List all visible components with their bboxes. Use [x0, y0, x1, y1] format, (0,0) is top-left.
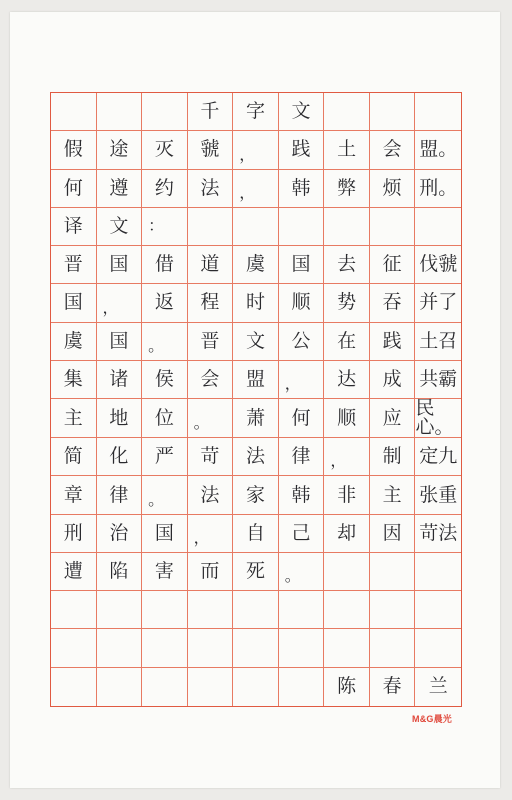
- grid-cell: [97, 438, 143, 476]
- grid-cell: [97, 131, 143, 169]
- grid-cell: [188, 361, 234, 399]
- handwritten-char: 治: [109, 521, 129, 544]
- handwritten-char: 返: [154, 291, 174, 314]
- handwritten-char: 国: [109, 253, 129, 276]
- handwritten-char: 虞: [245, 253, 265, 276]
- handwritten-char: 国: [63, 291, 83, 314]
- grid-cell: [324, 208, 370, 246]
- grid-cell: [97, 668, 143, 706]
- grid-cell: [415, 476, 461, 514]
- grid-cell: [142, 591, 188, 629]
- handwritten-char: 苛: [200, 445, 220, 468]
- handwritten-char: 死: [245, 560, 265, 583]
- grid-cell: [324, 246, 370, 284]
- grid-cell: [324, 668, 370, 706]
- grid-cell: [142, 246, 188, 284]
- grid-cell: [324, 170, 370, 208]
- handwritten-char: 去: [337, 253, 357, 276]
- grid-cell: [233, 553, 279, 591]
- handwritten-char: 法: [200, 483, 220, 506]
- handwritten-char: 自: [245, 521, 265, 544]
- grid-cell: [279, 629, 325, 667]
- grid-cell: [370, 208, 416, 246]
- handwritten-char: 。: [284, 566, 301, 586]
- grid-cell: [415, 93, 461, 131]
- grid-cell: [97, 323, 143, 361]
- handwritten-char: 势: [337, 291, 357, 314]
- grid-cell: [233, 170, 279, 208]
- handwritten-char: 道: [200, 253, 220, 276]
- handwritten-char: 主: [63, 406, 83, 429]
- grid-cell: [279, 323, 325, 361]
- grid-cell: [51, 438, 97, 476]
- handwritten-char: 会: [200, 367, 220, 390]
- handwritten-char: 家: [245, 483, 265, 506]
- grid-cell: [370, 668, 416, 706]
- grid-cell: [324, 553, 370, 591]
- handwritten-char: 土: [337, 138, 357, 161]
- grid-cell: [233, 476, 279, 514]
- grid-cell: [233, 591, 279, 629]
- handwritten-char: 国: [291, 253, 311, 276]
- grid-cell: [188, 170, 234, 208]
- handwritten-char: 千: [200, 100, 220, 123]
- handwritten-char: 法: [245, 445, 265, 468]
- grid-cell: [233, 399, 279, 438]
- grid-cell: [188, 668, 234, 706]
- handwritten-char: 民心。: [415, 397, 454, 439]
- handwritten-char: 虞: [63, 329, 83, 352]
- handwritten-char: 何: [291, 406, 311, 429]
- handwritten-char: 。: [148, 489, 165, 509]
- handwritten-char: 。: [193, 413, 210, 433]
- grid-cell: [415, 246, 461, 284]
- grid-cell: [142, 553, 188, 591]
- grid-cell: [97, 629, 143, 667]
- grid-cell: [97, 515, 143, 553]
- handwritten-char: 时: [245, 291, 265, 314]
- grid-cell: [370, 170, 416, 208]
- grid-cell: [233, 93, 279, 131]
- handwritten-char: 刑。: [419, 176, 458, 199]
- grid-cell: [279, 93, 325, 131]
- handwritten-char: 却: [337, 521, 357, 544]
- grid-cell: [142, 208, 188, 246]
- handwritten-char: 并了: [419, 291, 458, 314]
- grid-cell: [415, 515, 461, 553]
- grid-cell: [51, 591, 97, 629]
- grid-cell: [51, 131, 97, 169]
- handwritten-char: 法: [200, 176, 220, 199]
- grid-cell: [415, 629, 461, 667]
- handwritten-char: ，: [239, 182, 256, 202]
- handwritten-char: 顺: [337, 406, 357, 429]
- handwritten-char: 位: [154, 406, 174, 429]
- grid-cell: [97, 246, 143, 284]
- grid-cell: [51, 399, 97, 438]
- grid-cell: [188, 476, 234, 514]
- grid-cell: [188, 399, 234, 438]
- grid-cell: [51, 361, 97, 399]
- grid-cell: [142, 399, 188, 438]
- handwritten-char: 制: [382, 445, 402, 468]
- handwritten-char: 弊: [337, 176, 357, 199]
- grid-cell: [97, 399, 143, 438]
- handwritten-char: 烦: [382, 176, 402, 199]
- grid-cell: [97, 361, 143, 399]
- grid-cell: [233, 515, 279, 553]
- handwritten-char: 字: [245, 100, 265, 123]
- handwritten-char: 兰: [428, 675, 448, 698]
- handwritten-char: 地: [109, 406, 129, 429]
- grid-cell: [370, 629, 416, 667]
- handwritten-char: 灭: [154, 138, 174, 161]
- grid-cell: [415, 591, 461, 629]
- handwritten-char: 遵: [109, 176, 129, 199]
- grid-cell: [324, 399, 370, 438]
- grid-cell: [279, 438, 325, 476]
- grid-cell: [279, 591, 325, 629]
- grid-cell: [142, 668, 188, 706]
- grid-cell: [233, 246, 279, 284]
- handwritten-char: ，: [284, 374, 301, 394]
- grid-cell: [233, 629, 279, 667]
- grid-cell: [415, 284, 461, 322]
- handwritten-char: 践: [291, 138, 311, 161]
- handwritten-char: 国: [109, 329, 129, 352]
- grid-cell: [233, 208, 279, 246]
- grid-cell: [188, 553, 234, 591]
- grid-cell: [51, 553, 97, 591]
- grid-cell: [324, 591, 370, 629]
- grid-cell: [324, 131, 370, 169]
- handwritten-char: 春: [382, 675, 402, 698]
- handwritten-char: 遭: [63, 560, 83, 583]
- grid-cell: [415, 361, 461, 399]
- grid-cell: [415, 170, 461, 208]
- grid-cell: [51, 246, 97, 284]
- grid-cell: [370, 476, 416, 514]
- handwritten-char: 律: [291, 445, 311, 468]
- grid-cell: [51, 515, 97, 553]
- grid-cell: [51, 476, 97, 514]
- grid-cell: [142, 361, 188, 399]
- handwritten-char: 主: [382, 483, 402, 506]
- handwritten-char: 集: [63, 367, 83, 390]
- grid-cell: [233, 438, 279, 476]
- handwritten-char: 侯: [154, 367, 174, 390]
- handwritten-char: 程: [200, 291, 220, 314]
- grid-cell: [279, 246, 325, 284]
- handwritten-char: ，: [239, 144, 256, 164]
- grid-cell: [233, 323, 279, 361]
- grid-cell: [97, 208, 143, 246]
- handwritten-char: 。: [148, 335, 165, 355]
- brand-logo: M&G晨光: [412, 714, 452, 724]
- grid-cell: [370, 591, 416, 629]
- paper-sheet: [10, 12, 500, 788]
- handwritten-char: 晋: [200, 329, 220, 352]
- handwritten-char: 顺: [291, 291, 311, 314]
- handwritten-char: 盟: [245, 367, 265, 390]
- grid-cell: [279, 284, 325, 322]
- handwritten-char: 会: [382, 138, 402, 161]
- grid-cell: [142, 515, 188, 553]
- handwritten-char: 韩: [291, 483, 311, 506]
- handwritten-char: 应: [382, 406, 402, 429]
- handwritten-char: 文: [291, 100, 311, 123]
- grid-cell: [233, 284, 279, 322]
- handwritten-char: 韩: [291, 176, 311, 199]
- grid-cell: [324, 629, 370, 667]
- grid-cell: [51, 208, 97, 246]
- grid-cell: [188, 591, 234, 629]
- handwritten-char: 土召: [419, 329, 458, 352]
- grid-cell: [188, 515, 234, 553]
- handwritten-char: 严: [154, 445, 174, 468]
- handwritten-char: 假: [63, 138, 83, 161]
- grid-cell: [188, 438, 234, 476]
- grid-cell: [51, 284, 97, 322]
- grid-cell: [324, 284, 370, 322]
- handwritten-char: 张重: [419, 483, 458, 506]
- handwritten-char: 晋: [63, 253, 83, 276]
- grid-cell: [188, 323, 234, 361]
- grid-cell: [142, 476, 188, 514]
- grid-cell: [324, 438, 370, 476]
- handwritten-char: 途: [109, 138, 129, 161]
- handwritten-char: 国: [154, 521, 174, 544]
- handwritten-char: 吞: [382, 291, 402, 314]
- grid-cell: [370, 246, 416, 284]
- grid-cell: [415, 323, 461, 361]
- grid-cell: [142, 629, 188, 667]
- handwritten-char: 公: [291, 329, 311, 352]
- grid-cell: [324, 93, 370, 131]
- grid-cell: [279, 668, 325, 706]
- grid-cell: [415, 399, 461, 438]
- grid-cell: [324, 361, 370, 399]
- grid-cell: [324, 476, 370, 514]
- grid-cell: [415, 208, 461, 246]
- handwritten-char: 译: [63, 214, 83, 237]
- handwritten-char: ：: [148, 216, 165, 236]
- grid-cell: [233, 131, 279, 169]
- grid-cell: [279, 553, 325, 591]
- handwritten-char: 诸: [109, 367, 129, 390]
- handwritten-char: 己: [291, 521, 311, 544]
- handwritten-char: 陷: [109, 560, 129, 583]
- grid-cell: [188, 246, 234, 284]
- grid-cell: [142, 323, 188, 361]
- grid-cell: [51, 668, 97, 706]
- handwritten-char: 文: [109, 214, 129, 237]
- handwritten-char: 征: [382, 253, 402, 276]
- writing-grid: [50, 92, 462, 707]
- grid-cell: [97, 93, 143, 131]
- grid-cell: [188, 93, 234, 131]
- grid-cell: [188, 208, 234, 246]
- grid-cell: [97, 476, 143, 514]
- handwritten-char: 陈: [337, 675, 357, 698]
- handwritten-char: 非: [337, 483, 357, 506]
- grid-cell: [370, 361, 416, 399]
- grid-cell: [279, 515, 325, 553]
- grid-cell: [51, 93, 97, 131]
- grid-cell: [415, 438, 461, 476]
- grid-cell: [370, 399, 416, 438]
- handwritten-char: 苛法: [419, 521, 458, 544]
- grid-cell: [142, 284, 188, 322]
- grid-cell: [97, 284, 143, 322]
- handwritten-char: 定九: [419, 445, 458, 468]
- handwritten-char: 害: [154, 560, 174, 583]
- grid-cell: [370, 284, 416, 322]
- grid-cell: [188, 629, 234, 667]
- handwritten-char: 在: [337, 329, 357, 352]
- grid-cell: [142, 93, 188, 131]
- grid-cell: [142, 170, 188, 208]
- handwritten-char: 文: [245, 329, 265, 352]
- handwritten-char: 约: [154, 176, 174, 199]
- grid-cell: [188, 284, 234, 322]
- grid-cell: [51, 323, 97, 361]
- handwritten-char: 践: [382, 329, 402, 352]
- handwritten-char: 而: [200, 560, 220, 583]
- handwritten-char: 共霸: [419, 367, 458, 390]
- grid-cell: [97, 591, 143, 629]
- grid-cell: [142, 131, 188, 169]
- grid-cell: [324, 515, 370, 553]
- grid-cell: [279, 476, 325, 514]
- grid-cell: [370, 515, 416, 553]
- handwritten-char: 章: [63, 483, 83, 506]
- handwritten-char: 达: [337, 367, 357, 390]
- grid-cell: [142, 438, 188, 476]
- grid-cell: [97, 553, 143, 591]
- handwritten-char: 因: [382, 521, 402, 544]
- handwritten-char: 化: [109, 445, 129, 468]
- grid-cell: [279, 170, 325, 208]
- grid-cell: [279, 208, 325, 246]
- grid-cell: [370, 553, 416, 591]
- grid-cell: [188, 131, 234, 169]
- grid-cell: [97, 170, 143, 208]
- grid-cell: [279, 399, 325, 438]
- grid-cell: [51, 629, 97, 667]
- handwritten-char: 盟。: [419, 138, 458, 161]
- handwritten-char: 刑: [63, 521, 83, 544]
- handwritten-char: ，: [330, 451, 347, 471]
- handwritten-char: 简: [63, 445, 83, 468]
- grid-cell: [370, 438, 416, 476]
- handwritten-char: 律: [109, 483, 129, 506]
- grid-cell: [415, 131, 461, 169]
- handwritten-char: 成: [382, 367, 402, 390]
- grid-cell: [51, 170, 97, 208]
- handwritten-char: ，: [193, 527, 210, 547]
- grid-cell: [415, 668, 461, 706]
- grid-cell: [415, 553, 461, 591]
- handwritten-char: ，: [102, 297, 119, 317]
- handwritten-char: 伐虢: [419, 253, 458, 276]
- grid-cell: [279, 361, 325, 399]
- handwritten-char: 萧: [245, 406, 265, 429]
- grid-cell: [279, 131, 325, 169]
- grid-cell: [370, 93, 416, 131]
- handwritten-char: 虢: [200, 138, 220, 161]
- handwritten-char: 借: [154, 253, 174, 276]
- grid-cell: [233, 668, 279, 706]
- grid-cell: [233, 361, 279, 399]
- grid-cell: [370, 131, 416, 169]
- handwritten-char: 何: [63, 176, 83, 199]
- grid-cell: [324, 323, 370, 361]
- grid-cell: [370, 323, 416, 361]
